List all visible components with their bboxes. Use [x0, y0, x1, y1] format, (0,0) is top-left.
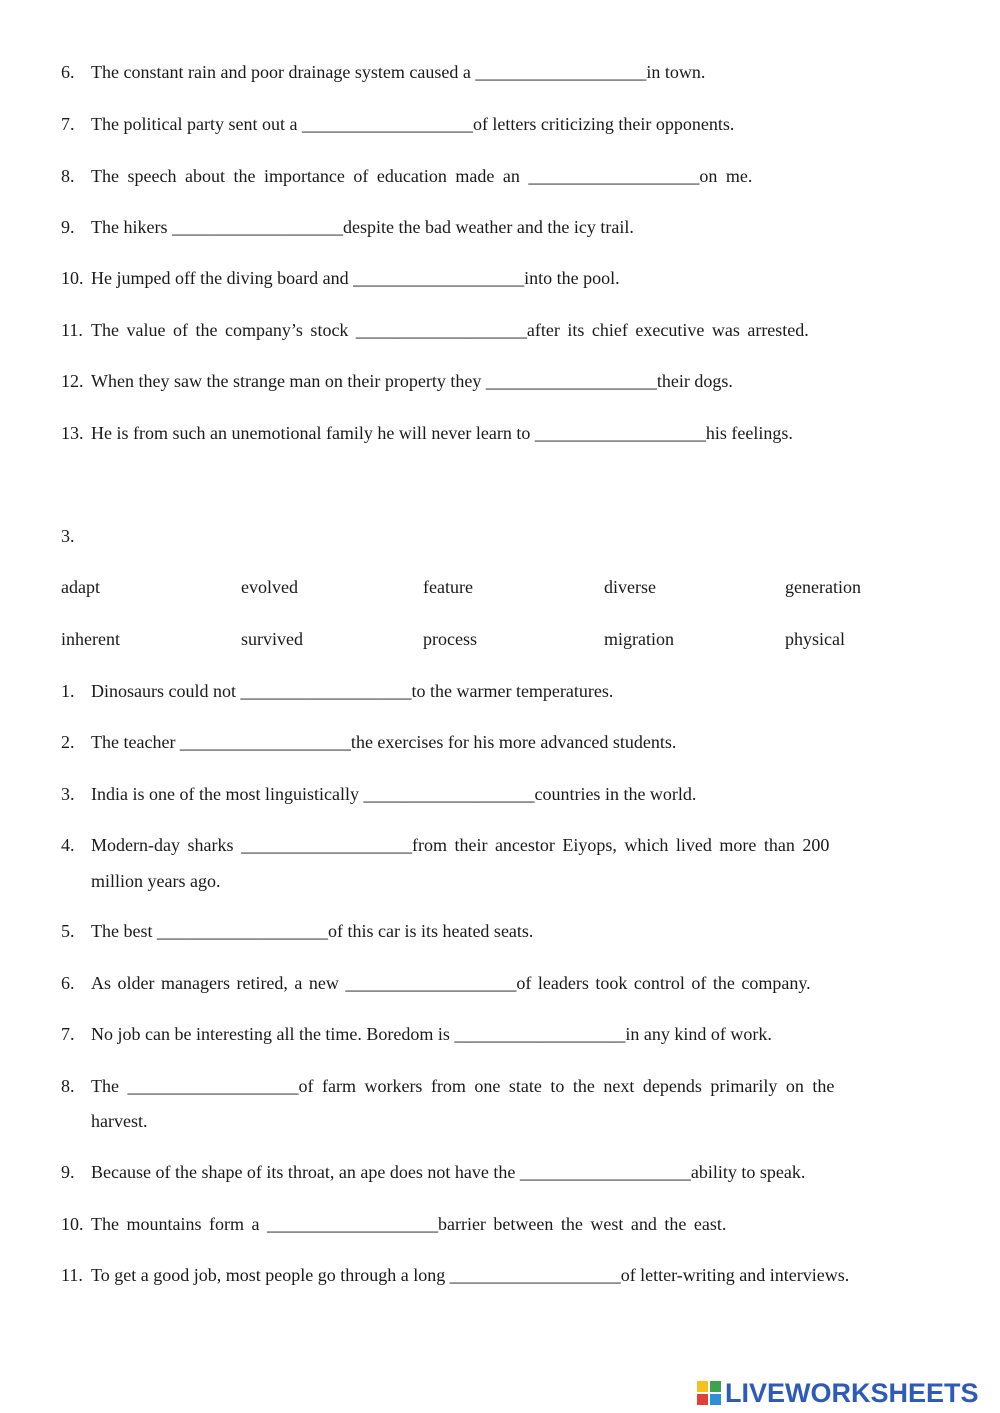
word-bank-item: generation — [785, 577, 861, 597]
word-bank-item: evolved — [241, 577, 298, 597]
item-sentence: As older managers retired, a new ___________________of leaders took control of the company. — [91, 973, 811, 993]
word-bank-item: physical — [785, 629, 845, 649]
item-number: 10. — [61, 1214, 84, 1234]
exercise-3-item-4-continuation: million years ago. — [91, 871, 221, 891]
item-number: 2. — [61, 732, 75, 752]
item-sentence: He is from such an unemotional family he will never learn to ___________________his feelings. — [91, 423, 793, 443]
item-number: 5. — [61, 921, 75, 941]
exercise-3-item-9 — [61, 1160, 805, 1184]
item-number: 6. — [61, 62, 75, 82]
exercise-2-item-13 — [61, 421, 793, 445]
exercise-3-item-6 — [61, 971, 811, 995]
exercise-2-item-9 — [61, 215, 634, 239]
item-number: 12. — [61, 371, 84, 391]
word-bank-item: survived — [241, 629, 303, 649]
word-bank-row-1 — [61, 575, 981, 599]
item-sentence: The speech about the importance of education made an ___________________on me. — [91, 166, 753, 186]
exercise-3-item-1 — [61, 679, 613, 703]
item-sentence: Dinosaurs could not ___________________to the warmer temperatures. — [91, 681, 614, 701]
word-bank-item: process — [423, 629, 477, 649]
item-sentence: The best ___________________of this car is its heated seats. — [91, 921, 534, 941]
word-bank-item: inherent — [61, 629, 120, 649]
liveworksheets-logo[interactable] — [697, 1376, 979, 1410]
logo-grid-icon — [697, 1381, 721, 1405]
item-number: 4. — [61, 835, 75, 855]
item-number: 13. — [61, 423, 84, 443]
item-sentence: Modern-day sharks ___________________from their ancestor Eiyops, which lived more than 200 — [91, 835, 830, 855]
section-heading: 3. — [61, 526, 75, 546]
item-sentence: The constant rain and poor drainage system caused a ___________________in town. — [91, 62, 706, 82]
exercise-3-item-8-continuation: harvest. — [91, 1111, 148, 1131]
logo-tile-icon — [710, 1394, 721, 1405]
item-number: 3. — [61, 784, 75, 804]
exercise-2-item-12 — [61, 369, 733, 393]
exercise-3-item-4 — [61, 833, 829, 857]
item-number: 10. — [61, 268, 84, 288]
exercise-3-item-5 — [61, 919, 533, 943]
exercise-3-item-3 — [61, 782, 696, 806]
item-sentence: When they saw the strange man on their property they ___________________their dogs. — [91, 371, 733, 391]
item-sentence: The ___________________of farm workers from one state to the next depends primarily on the — [91, 1076, 835, 1096]
logo-tile-icon — [697, 1381, 708, 1392]
item-number: 7. — [61, 1024, 75, 1044]
item-number: 11. — [61, 1265, 83, 1285]
exercise-3-item-8 — [61, 1074, 834, 1098]
exercise-3-item-11 — [61, 1263, 849, 1287]
item-sentence: To get a good job, most people go through a long ___________________of letter-writing and interviews. — [91, 1265, 850, 1285]
item-number: 8. — [61, 166, 75, 186]
exercise-3-item-7 — [61, 1022, 772, 1046]
item-sentence: The mountains form a ___________________barrier between the west and the east. — [91, 1214, 727, 1234]
exercise-2-item-6 — [61, 60, 705, 84]
exercise-2-item-7 — [61, 112, 734, 136]
word-bank-item: migration — [604, 629, 674, 649]
exercise-3-item-10 — [61, 1212, 726, 1236]
item-sentence: The hikers ___________________despite the bad weather and the icy trail. — [91, 217, 634, 237]
item-sentence: Because of the shape of its throat, an ape does not have the ___________________ability to speak. — [91, 1162, 806, 1182]
item-number: 1. — [61, 681, 75, 701]
item-number: 11. — [61, 320, 83, 340]
exercise-2-item-11 — [61, 318, 809, 342]
logo-tile-icon — [710, 1381, 721, 1392]
item-sentence: India is one of the most linguistically ___________________countries in the world. — [91, 784, 697, 804]
exercise-2-item-10 — [61, 266, 620, 290]
item-sentence: The value of the company’s stock ___________________after its chief executive was arrested. — [91, 320, 809, 340]
item-sentence: The teacher ___________________the exercises for his more advanced students. — [91, 732, 677, 752]
exercise-2-item-8 — [61, 164, 752, 188]
word-bank-item: diverse — [604, 577, 656, 597]
item-sentence: No job can be interesting all the time. Boredom is ___________________in any kind of work. — [91, 1024, 772, 1044]
logo-tile-icon — [697, 1394, 708, 1405]
item-number: 7. — [61, 114, 75, 134]
item-sentence: He jumped off the diving board and ___________________into the pool. — [91, 268, 620, 288]
logo-text: LIVEWORKSHEETS — [725, 1377, 979, 1408]
item-number: 8. — [61, 1076, 75, 1096]
word-bank-item: feature — [423, 577, 473, 597]
item-number: 9. — [61, 217, 75, 237]
word-bank-row-2 — [61, 627, 981, 651]
item-number: 9. — [61, 1162, 75, 1182]
item-number: 6. — [61, 973, 75, 993]
item-sentence: The political party sent out a ___________________of letters criticizing their opponents. — [91, 114, 735, 134]
exercise-3-item-2 — [61, 730, 676, 754]
word-bank-item: adapt — [61, 577, 100, 597]
